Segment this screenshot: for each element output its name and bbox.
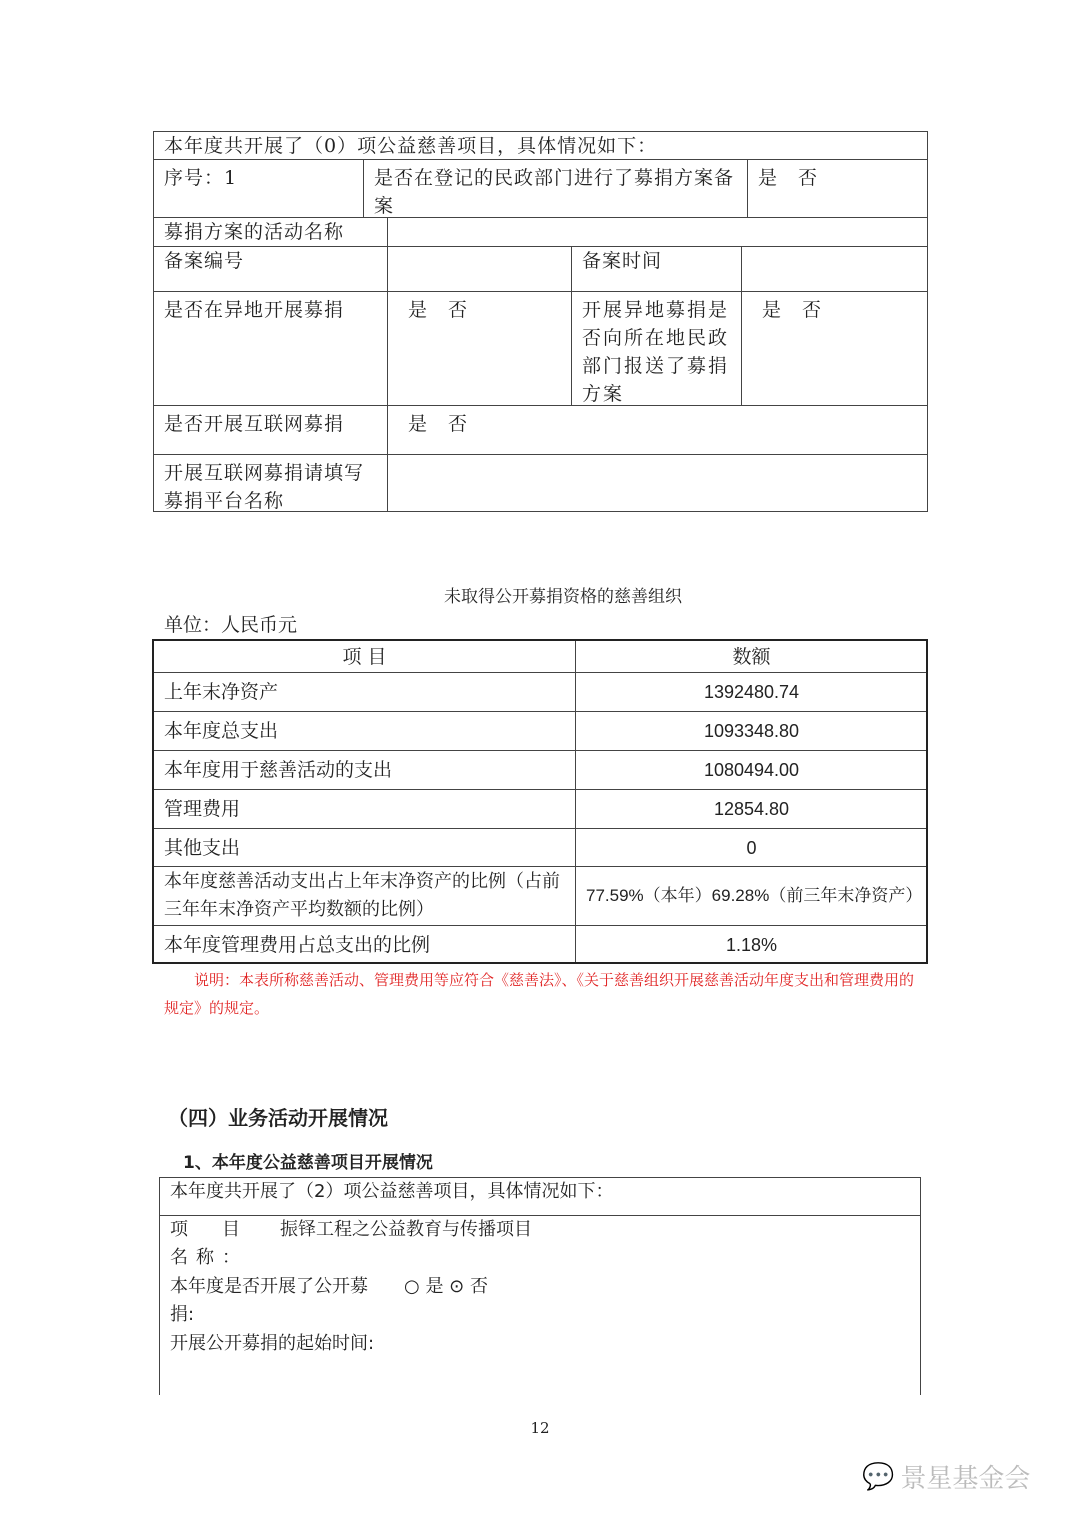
project-name: 振铎工程之公益教育与传播项目 (280, 1219, 532, 1240)
row-value: 1080494.00 (575, 750, 928, 790)
row-item: 上年末净资产 (153, 672, 576, 712)
record-time-value[interactable] (741, 246, 928, 292)
header-value: 数额 (575, 640, 928, 673)
row-value: 1.18% (575, 925, 928, 964)
offsite-yes-no[interactable]: 是 否 (387, 291, 572, 406)
radio-yes[interactable]: ○ 是 (404, 1276, 444, 1297)
project-name-label: 项 目 名称： (170, 1219, 274, 1268)
row-value: 1392480.74 (575, 672, 928, 712)
row-item: 本年度慈善活动支出占上年末净资产的比例（占前三年年末净资产平均数额的比例） (153, 866, 576, 926)
record-time-label: 备案时间 (571, 246, 742, 292)
public-fundraising-label: 本年度是否开展了公开募捐: (170, 1276, 368, 1325)
platform-value[interactable] (387, 454, 928, 512)
platform-label: 开展互联网募捐请填写募捐平台名称 (153, 454, 388, 512)
radio-no-label: 否 (469, 1276, 488, 1297)
header-item: 项 目 (153, 640, 576, 673)
public-fundraising-options (404, 1273, 488, 1301)
unit-label: 单位：人民币元 (164, 614, 298, 636)
watermark-text: 景星基金会 (900, 1464, 1031, 1494)
internet-label: 是否开展互联网募捐 (153, 405, 388, 455)
project-cell (159, 1215, 921, 1395)
row-value: 1093348.80 (575, 711, 928, 751)
section-subheading: 1、本年度公益慈善项目开展情况 (183, 1153, 433, 1173)
offsite-label: 是否在异地开展募捐 (153, 291, 388, 406)
project-table-title: 本年度共开展了（2）项公益慈善项目，具体情况如下： (159, 1177, 921, 1216)
row-value: 0 (575, 828, 928, 867)
row-value: 12854.80 (575, 789, 928, 829)
note-text: 说明：本表所称慈善活动、管理费用等应符合《慈善法》、《关于慈善组织开展慈善活动年度支出和管理费用的规定》的规定。 (164, 971, 915, 1017)
filed-yes-no[interactable]: 是 否 (747, 159, 928, 218)
row-item: 本年度总支出 (153, 711, 576, 751)
activity-name-value[interactable] (387, 217, 928, 247)
internet-yes-no[interactable]: 是 否 (387, 405, 928, 455)
page-number: 12 (530, 1419, 550, 1437)
row-item: 本年度用于慈善活动的支出 (153, 750, 576, 790)
table-title: 本年度共开展了（0）项公益慈善项目，具体情况如下： (153, 131, 928, 160)
row-item: 其他支出 (153, 828, 576, 867)
radio-yes-label: 是 (425, 1276, 444, 1297)
filed-question: 是否在登记的民政部门进行了募捐方案备案 (363, 159, 748, 218)
record-no-value[interactable] (387, 246, 572, 292)
activity-name-label: 募捐方案的活动名称 (153, 217, 388, 247)
seq-cell: 序号：1 (153, 159, 364, 218)
watermark (862, 1458, 1030, 1495)
wechat-icon: 💬 (862, 1461, 895, 1492)
offsite-report-yes-no[interactable]: 是 否 (741, 291, 928, 406)
row-item: 管理费用 (153, 789, 576, 829)
record-no-label: 备案编号 (153, 246, 388, 292)
section-heading: （四）业务活动开展情况 (168, 1106, 388, 1130)
table-caption: 未取得公开募捐资格的慈善组织 (444, 587, 682, 607)
row-item: 本年度管理费用占总支出的比例 (153, 925, 576, 964)
row-value: 77.59%（本年）69.28%（前三年末净资产） (575, 866, 928, 926)
radio-no[interactable]: ⊙ 否 (449, 1276, 488, 1297)
offsite-report-label: 开展异地募捐是否向所在地民政部门报送了募捐方案 (571, 291, 742, 406)
start-time-label: 开展公开募捐的起始时间: (170, 1333, 375, 1354)
